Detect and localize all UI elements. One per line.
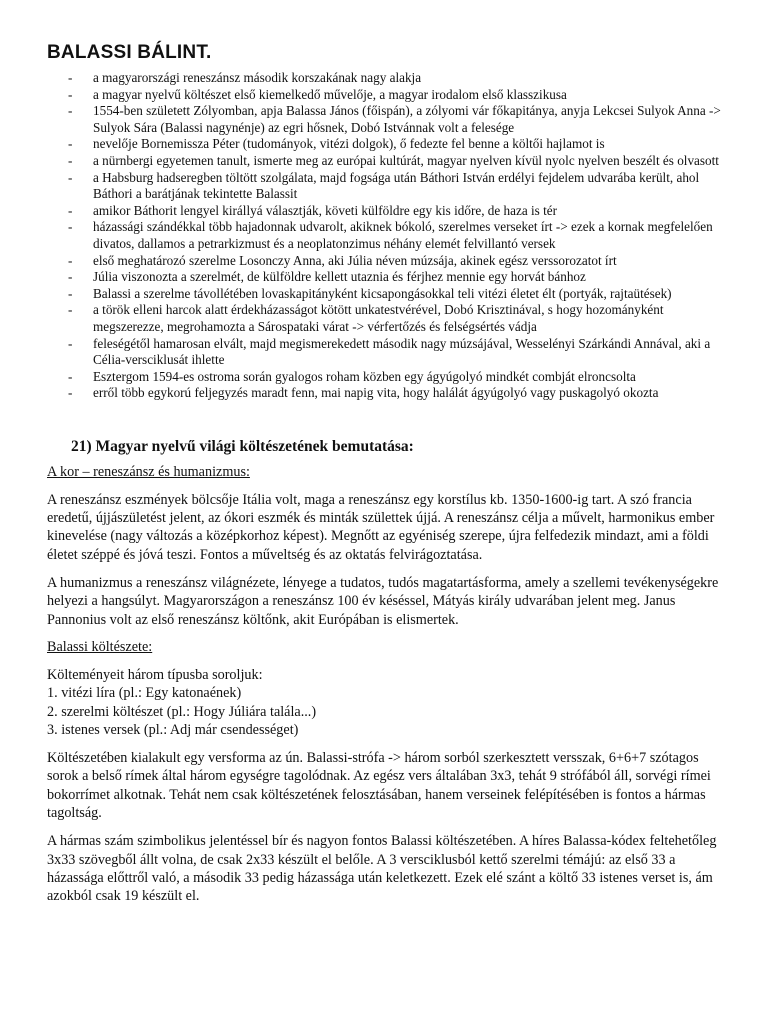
bullet-item bbox=[47, 302, 728, 335]
bullet-item bbox=[47, 385, 728, 402]
bullet-dash: - bbox=[68, 335, 73, 351]
bullet-item bbox=[47, 369, 728, 386]
bullet-item bbox=[47, 219, 728, 252]
bullet-item bbox=[47, 253, 728, 270]
bullet-text: Esztergom 1594-es ostroma során gyalogos roham közben egy ágyúgolyó mindkét combját elroncsolta bbox=[93, 368, 636, 384]
paragraph-number-three: A hármas szám szimbolikus jelentéssel bír és nagyon fontos Balassi költészetében. A híres Balassa-kódex feltehetőleg 3x33 szövegből állt volna, de csak 2x33 készült el belőle. A 3 versciklusból kettő szerelmi témájú: az első 33 a házassága előttről való, a második 33 pedig házassága után keletkezett. Ezek elé szánt a költő 33 istenes verset is, ám azokból csak 19 készült el. bbox=[47, 833, 717, 905]
bullet-item bbox=[47, 153, 728, 170]
section-heading: 21) Magyar nyelvű világi költészetének bemutatása: bbox=[71, 437, 414, 455]
bullet-item bbox=[47, 170, 728, 203]
bullet-dash: - bbox=[68, 152, 73, 168]
bullet-text: Balassi a szerelme távollétében lovaskapitányként kicsapongásokkal teli vitézi életet élt (portyák, rajtaütések) bbox=[93, 285, 672, 301]
bullet-dash: - bbox=[68, 202, 73, 218]
bullet-dash: - bbox=[68, 169, 73, 185]
bullet-dash: - bbox=[68, 368, 73, 384]
poem-types-block bbox=[47, 666, 728, 739]
bullet-dash: - bbox=[68, 302, 73, 318]
bullet-text: házassági szándékkal több hajadonnak udvarolt, akiknek bókoló, szerelmes verseket írt -> ezek a kornak megfelelően divatos, dallamos a petrarkizmust és a neoplatonzimus néhány elemét felvillantó versek bbox=[93, 219, 713, 251]
bullet-dash: - bbox=[68, 285, 73, 301]
bullet-item bbox=[47, 203, 728, 220]
poem-type-item: 1. vitézi líra (pl.: Egy katonaének) bbox=[47, 685, 242, 702]
bullet-item bbox=[47, 103, 728, 136]
biography-bullet-list bbox=[47, 70, 728, 402]
bullet-text: feleségétől hamarosan elvált, majd megismerekedett második nagy múzsájával, Wesselényi Szárkándi Annával, aki a Célia-versciklusát ihlette bbox=[93, 335, 711, 368]
bullet-item bbox=[47, 286, 728, 303]
bullet-text: a nürnbergi egyetemen tanult, ismerte meg az európai kultúrát, magyar nyelven kívül nyolc nyelven beszélt és olvasott bbox=[93, 152, 719, 168]
bullet-dash: - bbox=[68, 385, 73, 401]
bullet-dash: - bbox=[68, 103, 73, 119]
document-title: BALASSI BÁLINT. bbox=[47, 42, 212, 63]
paragraph-renaissance: A reneszánsz eszmények bölcsője Itália volt, maga a reneszánsz egy korstílus kb. 1350-1600-ig tart. A szó francia eredetű, újjászületést jelent, az ókori eszmék és minták születtek újjá. A reneszánsz célja a művelt, harmonikus ember kinevelése (nagy változás a középkorhoz képest). Megnőtt az egyéniség szerepe, újra felfedezik mindazt, ami a földi életet széppé és jóvá teszi. Fontos a műveltség és az oktatás felvirágoztatása. bbox=[47, 491, 715, 563]
bullet-item bbox=[47, 70, 728, 87]
poem-type-item: 2. szerelmi költészet (pl.: Hogy Júliára talála...) bbox=[47, 703, 317, 720]
bullet-text: nevelője Bornemissza Péter (tudományok, vitézi dolgok), ő fedezte fel benne a költői hajlamot is bbox=[93, 136, 605, 152]
paragraph-humanism: A humanizmus a reneszánsz világnézete, lényege a tudatos, tudós magatartásforma, amely a szellemi tevékenységekre helyezi a hangsúlyt. Magyarországon a reneszánsz 100 év késéssel, Mátyás király udvarában jelent meg. Janus Pannonius volt az első reneszánsz költőnk, akit Európában is elismertek. bbox=[47, 575, 719, 628]
bullet-item bbox=[47, 336, 728, 369]
bullet-dash: - bbox=[68, 269, 73, 285]
bullet-item bbox=[47, 87, 728, 104]
subheading-poetry: Balassi költészete: bbox=[47, 638, 153, 655]
bullet-dash: - bbox=[68, 252, 73, 268]
bullet-item bbox=[47, 136, 728, 153]
bullet-text: a Habsburg hadseregben töltött szolgálata, majd fogsága után Báthori István erdélyi fejdelem udvarába került, ahol Báthori a barátjának tekintette Balassit bbox=[93, 169, 700, 202]
paragraph-balassi-stanza: Költészetében kialakult egy versforma az ún. Balassi-strófa -> három sorból szerkesztett versszak, 6+6+7 szótagos sorok a belső rímek által három egységre tagolódnak. Az egész vers általában 3x3, tehát 9 strófából áll, sorvégi rímei bokorrímet alkotnak. Tehát nem csak költészetének felosztásában, hanem verseinek felépítésében is fontos a hármas tagoltság. bbox=[47, 750, 711, 822]
bullet-dash: - bbox=[68, 136, 73, 152]
bullet-text: a török elleni harcok alatt érdekházasságot kötött unkatestvérével, Dobó Krisztinával, s hogy hozományként megszerezze, megrohamozta a Sárospataki várat -> vérfertőzés és felségsértés vádja bbox=[93, 302, 664, 334]
bullet-item bbox=[47, 269, 728, 286]
bullet-dash: - bbox=[68, 86, 73, 102]
bullet-text: a magyar nyelvű költészet első kiemelkedő művelője, a magyar irodalom első klasszikusa bbox=[93, 86, 567, 102]
bullet-text: Júlia viszonozta a szerelmét, de külföldre kellett utaznia és férjhez mennie egy horvát bánhoz bbox=[93, 269, 586, 285]
bullet-text: 1554-ben született Zólyomban, apja Balassa János (főispán), a zólyomi vár főkapitánya, anyja Lekcsei Sulyok Anna -> Sulyok Sára (Balassi nagynénje) az egri hősnek, Dobó Istvánnak volt a felesége bbox=[93, 103, 721, 135]
bullet-dash: - bbox=[68, 219, 73, 235]
bullet-text: első meghatározó szerelme Losonczy Anna, aki Júlia néven múzsája, akinek egész verssorozatot írt bbox=[93, 252, 617, 268]
subheading-era: A kor – reneszánsz és humanizmus: bbox=[47, 463, 250, 480]
poem-type-item: 3. istenes versek (pl.: Adj már csendességet) bbox=[47, 721, 299, 738]
bullet-dash: - bbox=[68, 70, 73, 85]
bullet-text: a magyarországi reneszánsz második korszakának nagy alakja bbox=[93, 70, 422, 85]
poem-types-intro: Költeményeit három típusba soroljuk: bbox=[47, 666, 263, 683]
bullet-text: erről több egykorú feljegyzés maradt fenn, mai napig vita, hogy halálát ágyúgolyó vagy puskagolyó okozta bbox=[93, 385, 659, 401]
bullet-text: amikor Báthorit lengyel királlyá választják, követi külföldre egy kis időre, de haza is tér bbox=[93, 202, 557, 218]
